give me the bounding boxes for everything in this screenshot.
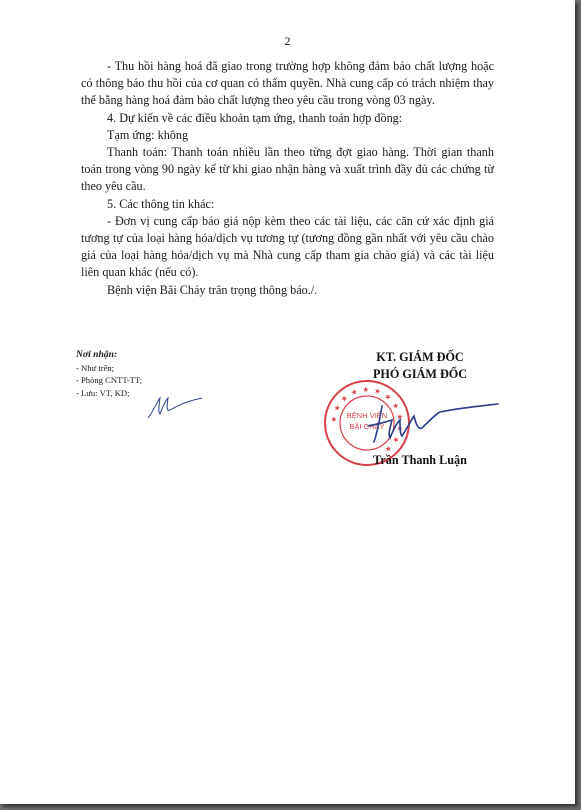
stamp-text-1: BỆNH VIỆN: [346, 411, 388, 420]
recipient-item: - Lưu: VT, KD;: [76, 387, 130, 398]
initials-mark: [146, 392, 206, 422]
paragraph-advance: Tạm ứng: không: [107, 127, 189, 142]
recipients-title: Nơi nhận:: [76, 349, 118, 360]
document-body: [81, 58, 494, 299]
paragraph-payment-terms-heading: 4. Dự kiến về các điều khoản tạm ứng, thanh toán hợp đồng:: [107, 110, 403, 125]
recipient-item: - Như trên;: [76, 362, 115, 373]
paragraph-other-info: - Đơn vị cung cấp báo giá nộp kèm theo các tài liệu, các căn cứ xác định giá tương tự của loại hàng hóa/dịch vụ tương tự (tương đồng gần nhất với yêu cầu chào giá của loại hàng hóa/dịch vụ mà Nhà cung cấp tham gia chào giá) và các tài liệu liên quan khác (nếu có).: [81, 213, 494, 280]
handwritten-signature: [360, 398, 500, 458]
svg-text:★ ★ ★ ★ ★ ★ ★ ★ ★ ★ ★ ★: ★ ★ ★ ★ ★ ★ ★ ★ ★ ★ ★ ★: [328, 384, 406, 456]
signer-name: Trần Thanh Luận: [373, 453, 467, 467]
signature-line-2: PHÓ GIÁM ĐỐC: [372, 367, 468, 381]
signature-line-1: KT. GIÁM ĐỐC: [376, 350, 464, 364]
paragraph-payment: Thanh toán: Thanh toán nhiều lần theo từng đợt giao hàng. Thời gian thanh toán trong vòng 90 ngày kể từ khi giao nhận hàng và xuất trình đầy đủ các chứng từ theo yêu cầu.: [81, 145, 494, 194]
paragraph-closing: Bệnh viện Bãi Cháy trân trọng thông báo./.: [107, 282, 318, 297]
stamp-text-2: BÃI CHÁY: [349, 422, 385, 431]
page-number: 2: [284, 34, 291, 48]
paragraph-other-info-heading: 5. Các thông tin khác:: [107, 196, 215, 211]
recipient-item: - Phòng CNTT-TT;: [76, 375, 143, 385]
paragraph-recall-goods: - Thu hồi hàng hoá đã giao trong trường hợp không đảm bảo chất lượng hoặc có thông báo thu hồi của cơ quan có thẩm quyền. Nhà cung cấp có trách nhiệm thay thế bằng hàng hoá đảm bảo chất lượng theo yêu cầu trong vòng 03 ngày.: [81, 59, 494, 108]
